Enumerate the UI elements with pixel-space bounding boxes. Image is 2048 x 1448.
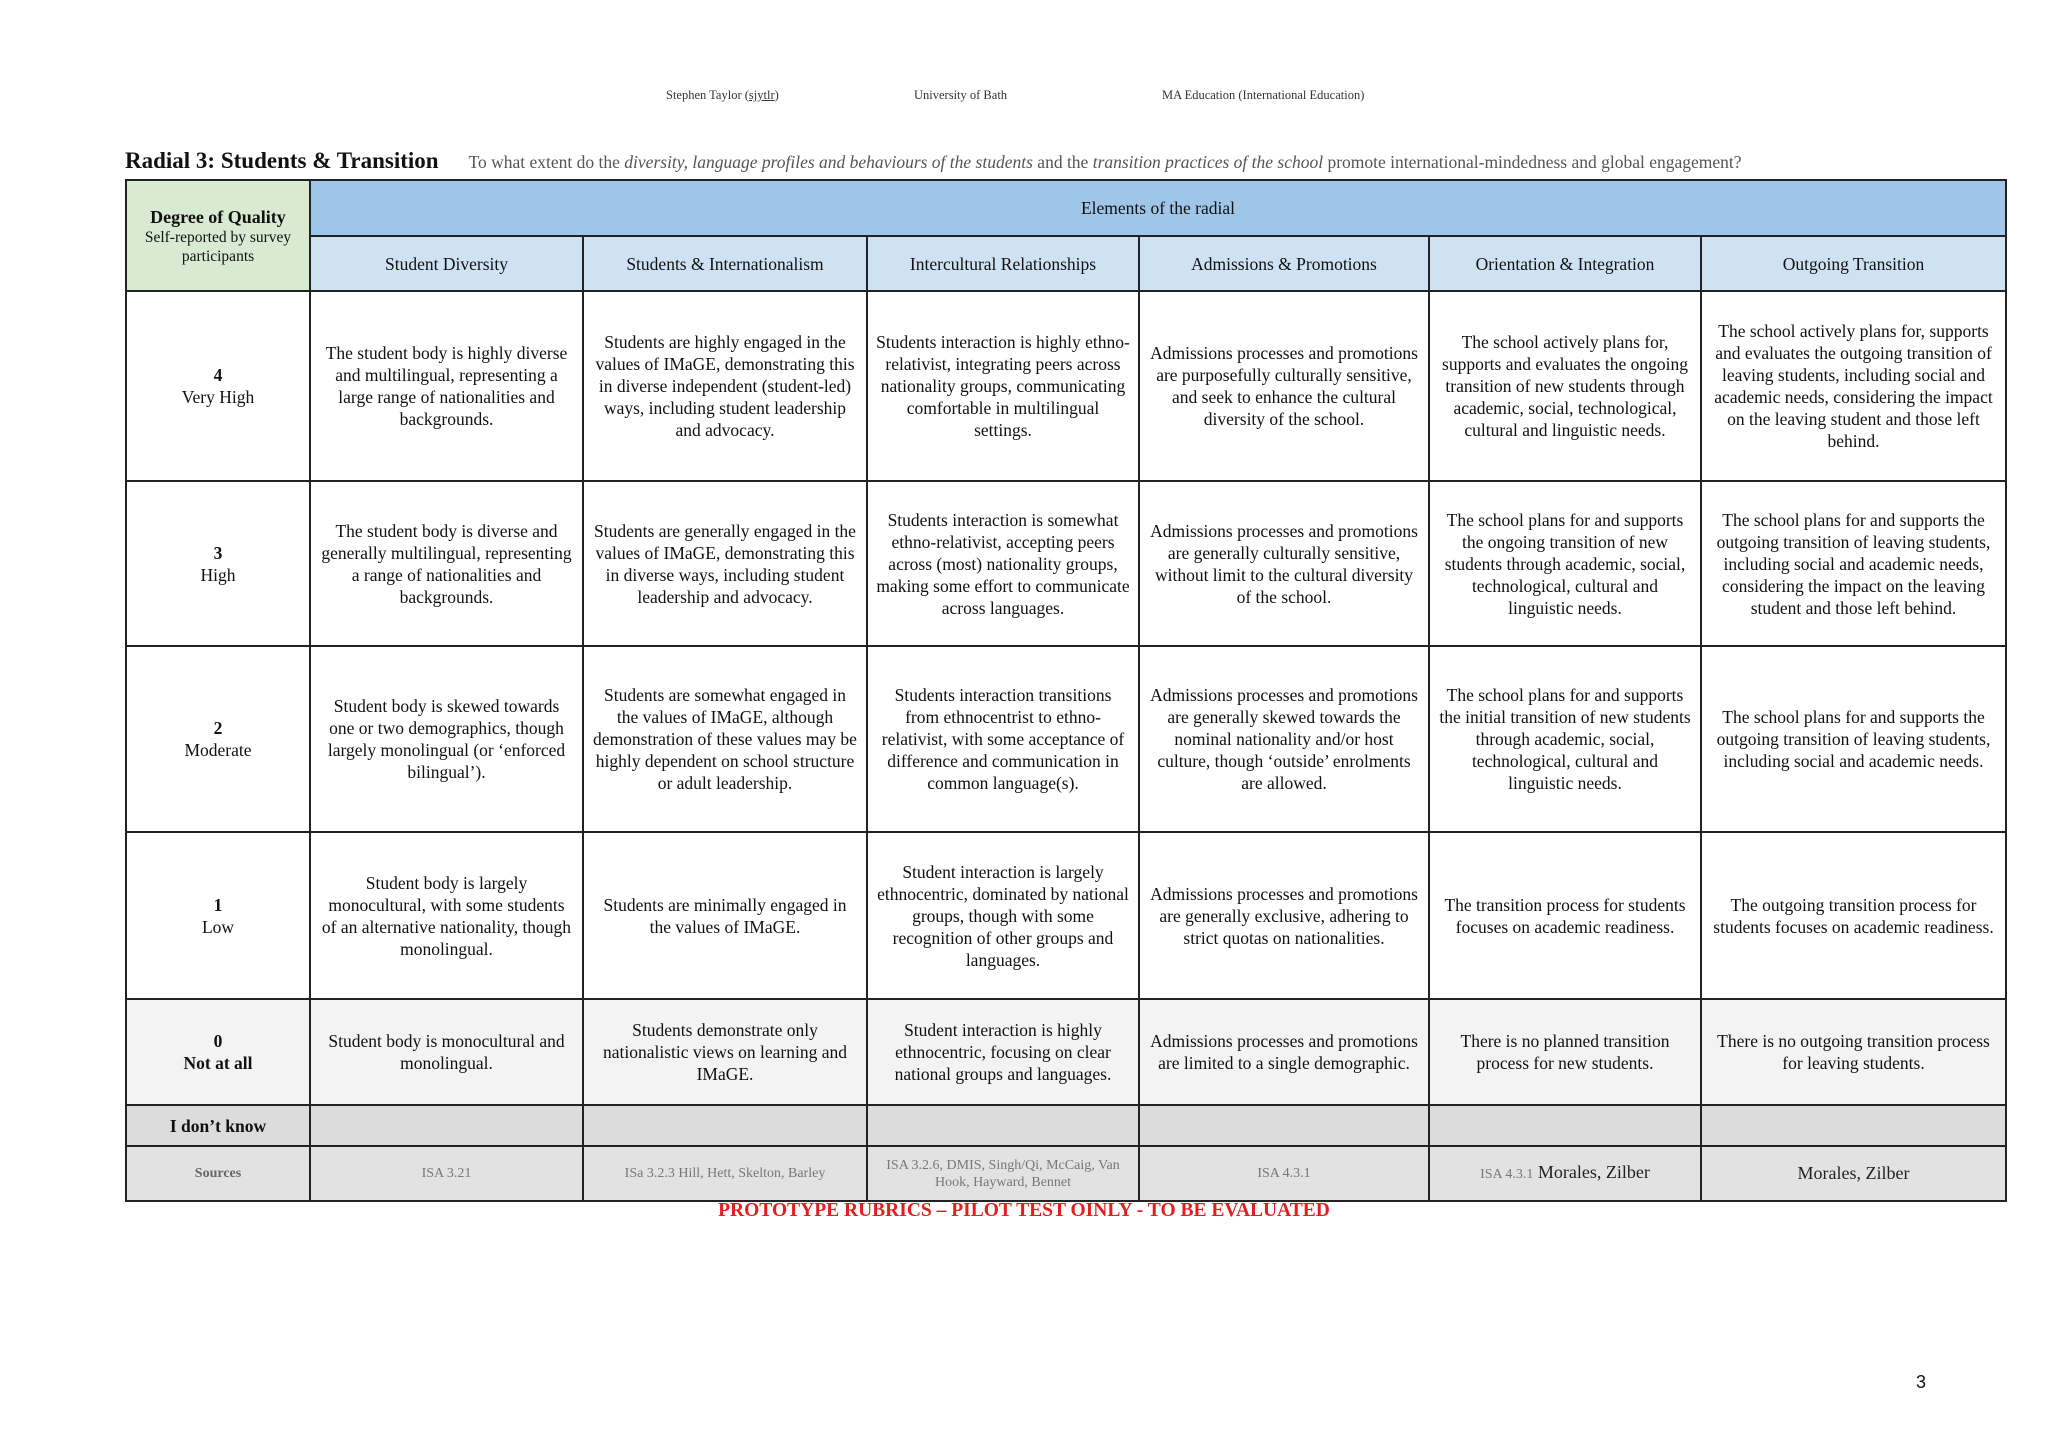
sources-label: Sources bbox=[126, 1146, 310, 1201]
program: MA Education (International Education) bbox=[1162, 88, 1365, 102]
level-label: Low bbox=[201, 916, 235, 937]
university: University of Bath bbox=[914, 88, 1008, 102]
descriptor-cell: The transition process for students focuses on academic readiness. bbox=[1429, 832, 1701, 999]
level-number: 3 bbox=[213, 542, 223, 563]
question-part-3: promote international-mindedness and global engagement? bbox=[1323, 152, 1742, 172]
descriptor-cell: Admissions processes and promotions are generally skewed towards the nominal nationality and/or host culture, though ‘outside’ enrolments are allowed. bbox=[1139, 646, 1429, 832]
descriptor-cell: Students are highly engaged in the values of IMaGE, demonstrating this in diverse independent (student-led) ways, including student leadership and advocacy. bbox=[583, 291, 867, 481]
table-row-level-0 bbox=[126, 999, 2006, 1105]
descriptor-cell: The school actively plans for, supports and evaluates the ongoing transition of new students through academic, social, technological, cultural and linguistic needs. bbox=[1429, 291, 1701, 481]
author-close: ) bbox=[774, 88, 779, 102]
descriptor-cell: The school plans for and supports the initial transition of new students through academic, social, technological, cultural and linguistic needs. bbox=[1429, 646, 1701, 832]
level-cell bbox=[126, 481, 310, 646]
source-cell: ISA 3.2.6, DMIS, Singh/Qi, McCaig, Van Hook, Hayward, Bennet bbox=[867, 1146, 1139, 1201]
question-part-1: To what extent do the bbox=[468, 152, 625, 172]
level-cell bbox=[126, 646, 310, 832]
descriptor-cell: Students demonstrate only nationalistic views on learning and IMaGE. bbox=[583, 999, 867, 1105]
question-italic-1: diversity, language profiles and behaviours of the students bbox=[624, 152, 1033, 172]
source-cell: ISA 4.3.1 bbox=[1139, 1146, 1429, 1201]
column-header: Students & Internationalism bbox=[583, 236, 867, 291]
descriptor-cell: The school plans for and supports the outgoing transition of leaving students, including social and academic needs, considering the impact on the leaving student and those left behind. bbox=[1701, 481, 2006, 646]
page-number: 3 bbox=[1916, 1372, 1927, 1392]
level-cell bbox=[126, 999, 310, 1105]
level-cell bbox=[126, 291, 310, 481]
header-row-columns bbox=[126, 236, 2006, 291]
degree-title: Degree of Quality bbox=[150, 206, 286, 227]
source-authors: Morales, Zilber bbox=[1533, 1162, 1650, 1182]
descriptor-cell: Admissions processes and promotions are limited to a single demographic. bbox=[1139, 999, 1429, 1105]
table-row-dont-know bbox=[126, 1105, 2006, 1146]
descriptor-cell: The student body is highly diverse and multilingual, representing a large range of nationalities and backgrounds. bbox=[310, 291, 583, 481]
column-header: Orientation & Integration bbox=[1429, 236, 1701, 291]
level-cell bbox=[126, 832, 310, 999]
descriptor-cell: Students are minimally engaged in the values of IMaGE. bbox=[583, 832, 867, 999]
dont-know-cell[interactable] bbox=[1429, 1105, 1701, 1146]
rubric-table bbox=[125, 179, 2007, 1202]
author bbox=[666, 88, 779, 103]
descriptor-cell: The outgoing transition process for students focuses on academic readiness. bbox=[1701, 832, 2006, 999]
descriptor-cell: Student interaction is largely ethnocentric, dominated by national groups, though with some recognition of other groups and languages. bbox=[867, 832, 1139, 999]
descriptor-cell: Students are generally engaged in the values of IMaGE, demonstrating this in diverse ways, including student leadership and advocacy. bbox=[583, 481, 867, 646]
author-name: Stephen Taylor ( bbox=[666, 88, 749, 102]
radial-title: Radial 3: Students & Transition bbox=[125, 148, 439, 173]
descriptor-cell: Students interaction transitions from ethnocentrist to ethno-relativist, with some acceptance of difference and communication in common language(s). bbox=[867, 646, 1139, 832]
level-label: Moderate bbox=[184, 740, 252, 760]
descriptor-cell: Student body is skewed towards one or two demographics, though largely monolingual (or ‘enforced bilingual’). bbox=[310, 646, 583, 832]
level-number: 1 bbox=[213, 894, 223, 915]
dont-know-cell[interactable] bbox=[1139, 1105, 1429, 1146]
level-number: 2 bbox=[213, 718, 223, 738]
author-handle: sjytlr bbox=[748, 88, 775, 102]
descriptor-cell: Student body is monocultural and monolingual. bbox=[310, 999, 583, 1105]
descriptor-cell: The school plans for and supports the outgoing transition of leaving students, including social and academic needs. bbox=[1701, 646, 2006, 832]
header-row-elements bbox=[126, 180, 2006, 236]
dont-know-cell[interactable] bbox=[867, 1105, 1139, 1146]
source-cell bbox=[1429, 1146, 1701, 1201]
question-part-2: and the bbox=[1032, 152, 1093, 172]
elements-header: Elements of the radial bbox=[310, 180, 2006, 236]
source-cell: ISA 3.21 bbox=[310, 1146, 583, 1201]
descriptor-cell: The school actively plans for, supports and evaluates the outgoing transition of leaving students, including social and academic needs, considering the impact on the leaving student and those left behind. bbox=[1701, 291, 2006, 481]
table-row-level-3 bbox=[126, 481, 2006, 646]
degree-subtitle: Self-reported by survey participants bbox=[144, 228, 292, 265]
table-row-level-4 bbox=[126, 291, 2006, 481]
source-code: ISA 4.3.1 bbox=[1480, 1167, 1534, 1182]
descriptor-cell: Students interaction is somewhat ethno-relativist, accepting peers across (most) nationality groups, making some effort to communicate across languages. bbox=[867, 481, 1139, 646]
descriptor-cell: The school plans for and supports the ongoing transition of new students through academic, social, technological, cultural and linguistic needs. bbox=[1429, 481, 1701, 646]
level-label: High bbox=[200, 564, 236, 585]
descriptor-cell: Student interaction is highly ethnocentric, focusing on clear national groups and languages. bbox=[867, 999, 1139, 1105]
descriptor-cell: There is no outgoing transition process for leaving students. bbox=[1701, 999, 2006, 1105]
dont-know-cell[interactable] bbox=[583, 1105, 867, 1146]
prototype-notice: PROTOTYPE RUBRICS – PILOT TEST OINLY - TO BE EVALUATED bbox=[718, 1200, 1330, 1221]
question-italic-2: transition practices of the school bbox=[1092, 152, 1324, 172]
table-row-sources bbox=[126, 1146, 2006, 1201]
source-cell: ISa 3.2.3 Hill, Hett, Skelton, Barley bbox=[583, 1146, 867, 1201]
descriptor-cell: Admissions processes and promotions are generally exclusive, adhering to strict quotas on nationalities. bbox=[1139, 832, 1429, 999]
source-cell: Morales, Zilber bbox=[1701, 1146, 2006, 1201]
table-row-level-1 bbox=[126, 832, 2006, 999]
descriptor-cell: There is no planned transition process for new students. bbox=[1429, 999, 1701, 1105]
column-header: Student Diversity bbox=[310, 236, 583, 291]
running-header bbox=[0, 88, 2048, 108]
title-row bbox=[125, 148, 2005, 178]
level-number: 4 bbox=[213, 365, 223, 385]
table-row-level-2 bbox=[126, 646, 2006, 832]
descriptor-cell: The student body is diverse and generally multilingual, representing a range of nationalities and backgrounds. bbox=[310, 481, 583, 646]
radial-question bbox=[469, 152, 1742, 172]
descriptor-cell: Admissions processes and promotions are purposefully culturally sensitive, and seek to enhance the cultural diversity of the school. bbox=[1139, 291, 1429, 481]
dont-know-cell[interactable] bbox=[1701, 1105, 2006, 1146]
descriptor-cell: Admissions processes and promotions are generally culturally sensitive, without limit to the cultural diversity of the school. bbox=[1139, 481, 1429, 646]
degree-of-quality-header bbox=[126, 180, 310, 291]
level-number: 0 bbox=[213, 1031, 223, 1051]
dont-know-cell[interactable] bbox=[310, 1105, 583, 1146]
column-header: Outgoing Transition bbox=[1701, 236, 2006, 291]
dont-know-label: I don’t know bbox=[126, 1105, 310, 1146]
column-header: Admissions & Promotions bbox=[1139, 236, 1429, 291]
descriptor-cell: Student body is largely monocultural, with some students of an alternative nationality, though monolingual. bbox=[310, 832, 583, 999]
level-label: Very High bbox=[181, 387, 255, 407]
level-label: Not at all bbox=[183, 1053, 253, 1073]
descriptor-cell: Students are somewhat engaged in the values of IMaGE, although demonstration of these values may be highly dependent on school structure or adult leadership. bbox=[583, 646, 867, 832]
column-header: Intercultural Relationships bbox=[867, 236, 1139, 291]
descriptor-cell: Students interaction is highly ethno-relativist, integrating peers across nationality groups, communicating comfortable in multilingual settings. bbox=[867, 291, 1139, 481]
